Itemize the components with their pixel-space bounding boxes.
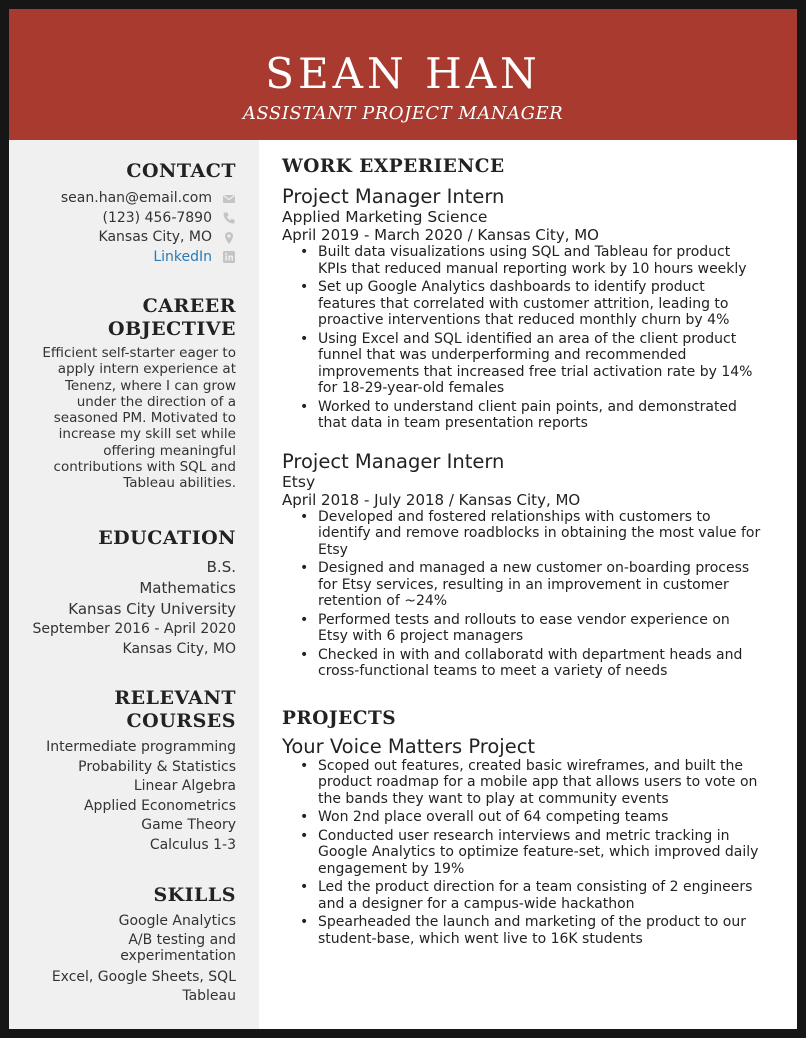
courses-section [46,687,236,855]
course-item: Linear Algebra [133,778,236,794]
courses-heading-line-1: RELEVANT [114,687,236,709]
skills-section [52,884,236,1007]
skill-item: A/B testing and [128,931,236,948]
education-major: Mathematics [139,579,236,597]
education-dates: September 2016 - April 2020 [32,621,236,637]
project-bullet: • Spearheaded the launch and marketing of the product to our student-base, which went live to 16K students [300,914,762,947]
contact-phone[interactable]: (123) 456-7890 [102,209,212,226]
courses-heading-line-2: COURSES [126,710,236,732]
contact-location-row [16,228,236,248]
job-dates: April 2019 - March 2020 / Kansas City, MO [282,226,599,244]
contact-linkedin-row [16,248,236,268]
job-bullet: • Developed and fostered relationships with customers to identify and remove roadblocks in obtaining the most value for Etsy [300,509,762,559]
job-title: Project Manager Intern [282,185,505,208]
job-company: Etsy [282,472,316,491]
project-bullet: • Conducted user research interviews and metric tracking in Google Analytics to optimize feature-set, which improved daily engagement by 19% [300,828,762,878]
objective-heading-line-1: CAREER [142,295,236,317]
skills-heading: SKILLS [153,884,236,906]
job-company: Applied Marketing Science [282,208,488,226]
objective-heading-line-2: OBJECTIVE [108,318,236,340]
location-pin-icon [222,231,236,245]
job-title: Project Manager Intern [282,449,505,473]
project-bullet: • Scoped out features, created basic wireframes, and built the product roadmap for a mobile app that allows users to vote on the bands they want to play at community events [300,758,762,808]
job-entry [282,450,762,680]
skill-item: Tableau [182,988,236,1004]
work-experience-heading: WORK EXPERIENCE [282,156,505,177]
education-location: Kansas City, MO [122,640,236,657]
job-bullet: • Checked in with and collaboratd with department heads and cross-functional teams to meet a variety of needs [300,647,762,680]
main-column [282,156,762,949]
job-bullets [300,509,762,680]
candidate-role: ASSISTANT PROJECT MANAGER [242,103,564,124]
job-bullet: • Using Excel and SQL identified an area of the client product funnel that was underperforming and recommended improvements that increased free trial activation rate by 14% for 18-29-year-old females [300,331,762,397]
job-bullet: • Designed and managed a new customer on-boarding process for Etsy services, resulting in an improvement in customer retention of ~24% [300,560,762,610]
education-heading: EDUCATION [98,527,236,549]
project-title: Your Voice Matters Project [282,734,536,758]
education-school: Kansas City University [68,600,236,618]
job-bullets [300,244,762,432]
project-entry [282,735,762,948]
project-bullet: • Won 2nd place overall out of 64 competing teams [300,809,762,826]
project-bullet: • Led the product direction for a team consisting of 2 engineers and a designer for a campus-wide hackathon [300,879,762,912]
course-item: Calculus 1-3 [149,836,236,853]
projects-heading: PROJECTS [282,707,397,729]
contact-section [16,160,236,267]
linkedin-link[interactable]: LinkedIn [153,248,212,265]
job-bullet: • Worked to understand client pain points, and demonstrated that data in team presentation reports [300,399,762,432]
job-dates: April 2018 - July 2018 / Kansas City, MO [282,490,581,509]
linkedin-icon[interactable] [222,250,236,264]
job-entry [282,185,762,432]
project-bullets [300,758,762,948]
contact-email-row [16,189,236,209]
course-item: Intermediate programming [46,739,236,755]
course-item: Probability & Statistics [78,758,236,775]
course-item: Game Theory [141,817,236,833]
skill-item: experimentation [120,948,236,964]
education-degree: B.S. [206,558,236,576]
job-bullet: • Performed tests and rollouts to ease vendor experience on Etsy with 6 project managers [300,612,762,645]
contact-email[interactable]: sean.han@email.com [60,190,212,206]
objective-text: Efficient self-starter eager to apply intern experience at Tenenz, where I can grow under the direction of a seasoned PM. Motivated to increase my skill set while offering meaningful contributions with SQL and Tableau abilities. [42,345,236,492]
skill-item: Google Analytics [118,913,236,929]
resume-header [9,9,797,140]
education-section [33,527,237,659]
course-item: Applied Econometrics [83,797,236,814]
contact-location: Kansas City, MO [98,229,212,245]
envelope-icon [222,192,236,206]
phone-icon [222,211,236,225]
objective-section [40,295,236,492]
contact-phone-row [16,209,236,229]
contact-heading: CONTACT [126,160,236,182]
candidate-name: SEAN HAN [265,49,541,98]
job-bullet: • Set up Google Analytics dashboards to identify product features that correlated with customer attrition, leading to proactive interventions that reduced monthly churn by 4% [300,279,762,329]
skill-item: Excel, Google Sheets, SQL [51,968,236,985]
job-bullet: • Built data visualizations using SQL and Tableau for product KPIs that reduced manual reporting work by 10 hours weekly [300,244,762,277]
